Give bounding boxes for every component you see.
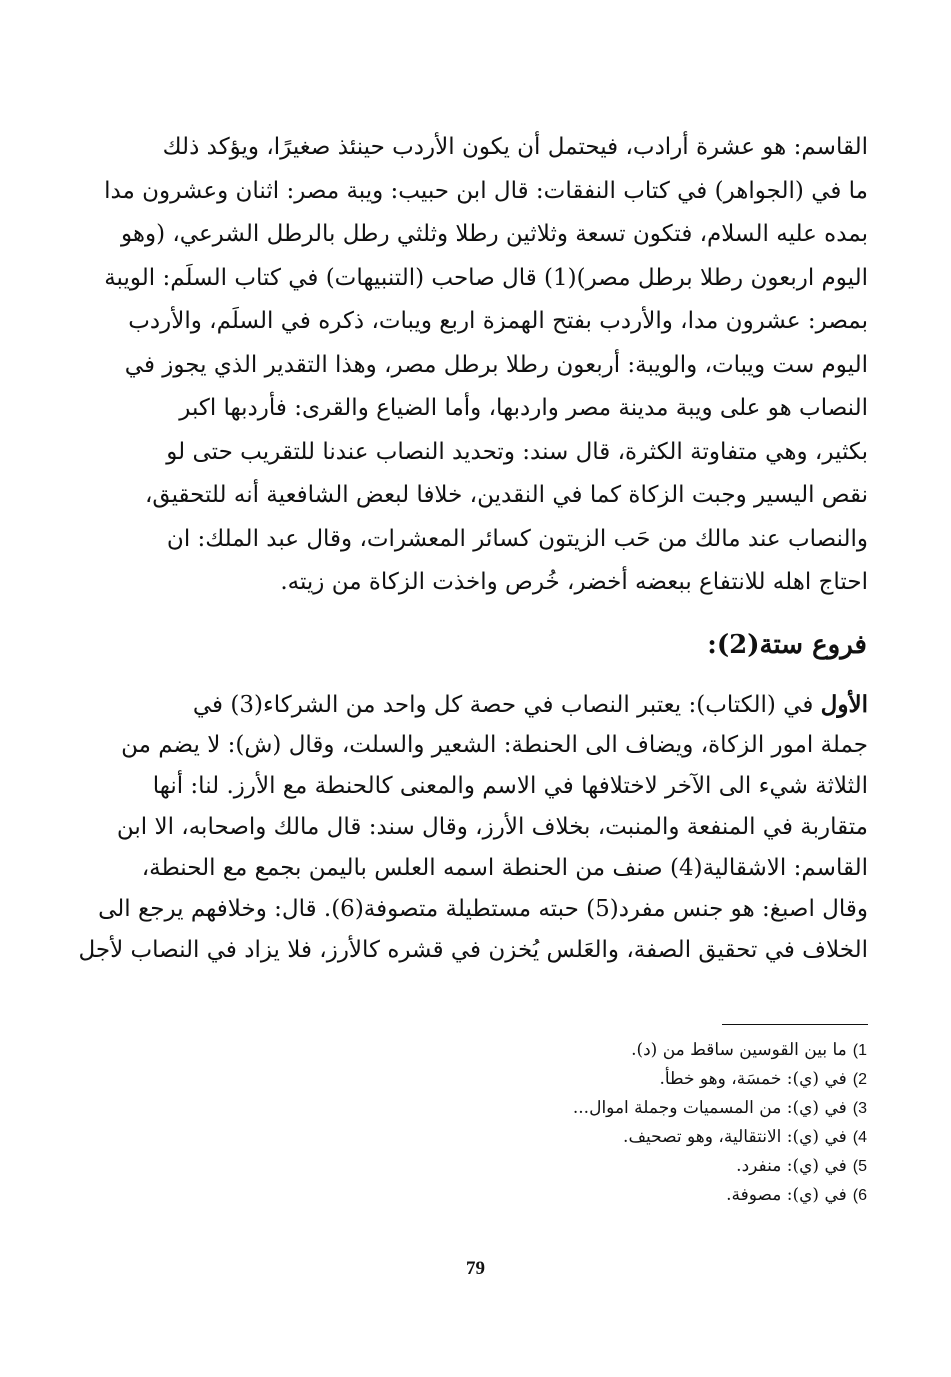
text-line: اليوم ست ويبات، والويبة: أربعون رطلا برطل مصر، وهذا التقدير الذي يجوز في — [124, 351, 868, 378]
text-line: احتاج اهله للانتفاع ببعضه أخضر، خُرص واخذت الزكاة من زيته. — [280, 569, 868, 595]
text-line: بمده عليه السلام، فتكون تسعة وثلاثين رطلا وثلثي رطل بالرطل الشرعي، (وهو — [120, 221, 868, 247]
text-line: والنصاب عند مالك من حَب الزيتون كسائر المعشرات، وقال عبد الملك: ان — [166, 525, 868, 552]
footnote-text: في (ي): مصوفة. — [726, 1185, 847, 1205]
text-line: بمصر: عشرون مدا، والأردب بفتح الهمزة اربع ويبات، ذكره في السلَم، والأردب — [128, 308, 868, 334]
footnote — [467, 1065, 867, 1094]
text-line-rest: في (الكتاب): يعتبر النصاب في حصة كل واحد من الشركاء(3) في — [192, 692, 821, 718]
text-line: جملة امور الزكاة، ويضاف الى الحنطة: الشعير والسلت، وقال (ش): لا يضم من — [121, 732, 868, 758]
footnote-number: 4) — [852, 1129, 867, 1146]
text-line: متقاربة في المنفعة والمنبت، بخلاف الأرز، وقال سند: قال مالك واصحابه، الا ابن — [116, 814, 868, 840]
footnote-number: 6) — [852, 1187, 867, 1204]
section-heading: فروع ستة(2): — [707, 630, 867, 660]
text-line: النصاب هو على ويبة مدينة مصر واردبها، وأما الضياع والقرى: فأردبها اكبر — [179, 395, 868, 421]
text-line: ما في (الجواهر) في كتاب النفقات: قال ابن حبيب: ويبة مصر: اثنان وعشرون مدا — [104, 177, 868, 204]
footnote-text: في (ي): الانتقالية، وهو تصحيف. — [623, 1127, 847, 1147]
footnote-number: 2) — [852, 1071, 867, 1088]
footnote — [467, 1094, 867, 1123]
paragraph-2 — [78, 684, 868, 971]
paragraph-lead-word: الأول — [820, 691, 868, 718]
footnote — [467, 1152, 867, 1181]
text-line: وقال اصبغ: هو جنس مفرد(5) حبته مستطيلة متصوفة(6). قال: وخلافهم يرجع الى — [98, 896, 868, 922]
footnote-number: 5) — [852, 1158, 867, 1175]
text-line: الثلاثة شيء الى الآخر لاختلافها في الاسم والمعنى كالحنطة مع الأرز. لنا: أنها — [152, 773, 868, 799]
footnote — [467, 1036, 867, 1065]
footnote-number: 3) — [852, 1100, 867, 1117]
footnote — [467, 1181, 867, 1210]
page-number: 79 — [466, 1258, 485, 1279]
text-line: القاسم: هو عشرة أرادب، فيحتمل أن يكون الأردب حينئذ صغيرًا، ويؤكد ذلك — [162, 134, 868, 160]
footnotes — [467, 1036, 867, 1210]
text-line: بكثير، وهي متفاوتة الكثرة، قال سند: وتحديد النصاب عندنا للتقريب حتى لو — [166, 438, 868, 465]
footnote-separator — [722, 1024, 868, 1025]
text-line-first — [192, 684, 868, 725]
text-line: اليوم اربعون رطلا برطل مصر)(1) قال صاحب (التنبيهات) في كتاب السلَم: الويبة — [104, 264, 868, 291]
footnote — [467, 1123, 867, 1152]
footnote-text: ما بين القوسين ساقط من (د). — [631, 1040, 847, 1060]
footnote-text: في (ي): خمسَة، وهو خطأ. — [659, 1069, 847, 1089]
footnote-text: في (ي): منفرد. — [736, 1156, 847, 1176]
text-line: نقص اليسير وجبت الزكاة كما في النقدين، خلافا لبعض الشافعية أنه للتحقيق، — [144, 482, 868, 508]
footnote-number: 1) — [852, 1042, 867, 1059]
footnote-text: في (ي): من المسميات وجملة اموال... — [572, 1098, 847, 1118]
paragraph-1 — [104, 126, 868, 605]
text-line: الخلاف في تحقيق الصفة، والعَلس يُخزن في قشره كالأرز، فلا يزاد في النصاب لأجل — [78, 937, 868, 963]
text-line: القاسم: الاشقالية(4) صنف من الحنطة اسمه العلس باليمن بجمع مع الحنطة، — [141, 855, 868, 881]
